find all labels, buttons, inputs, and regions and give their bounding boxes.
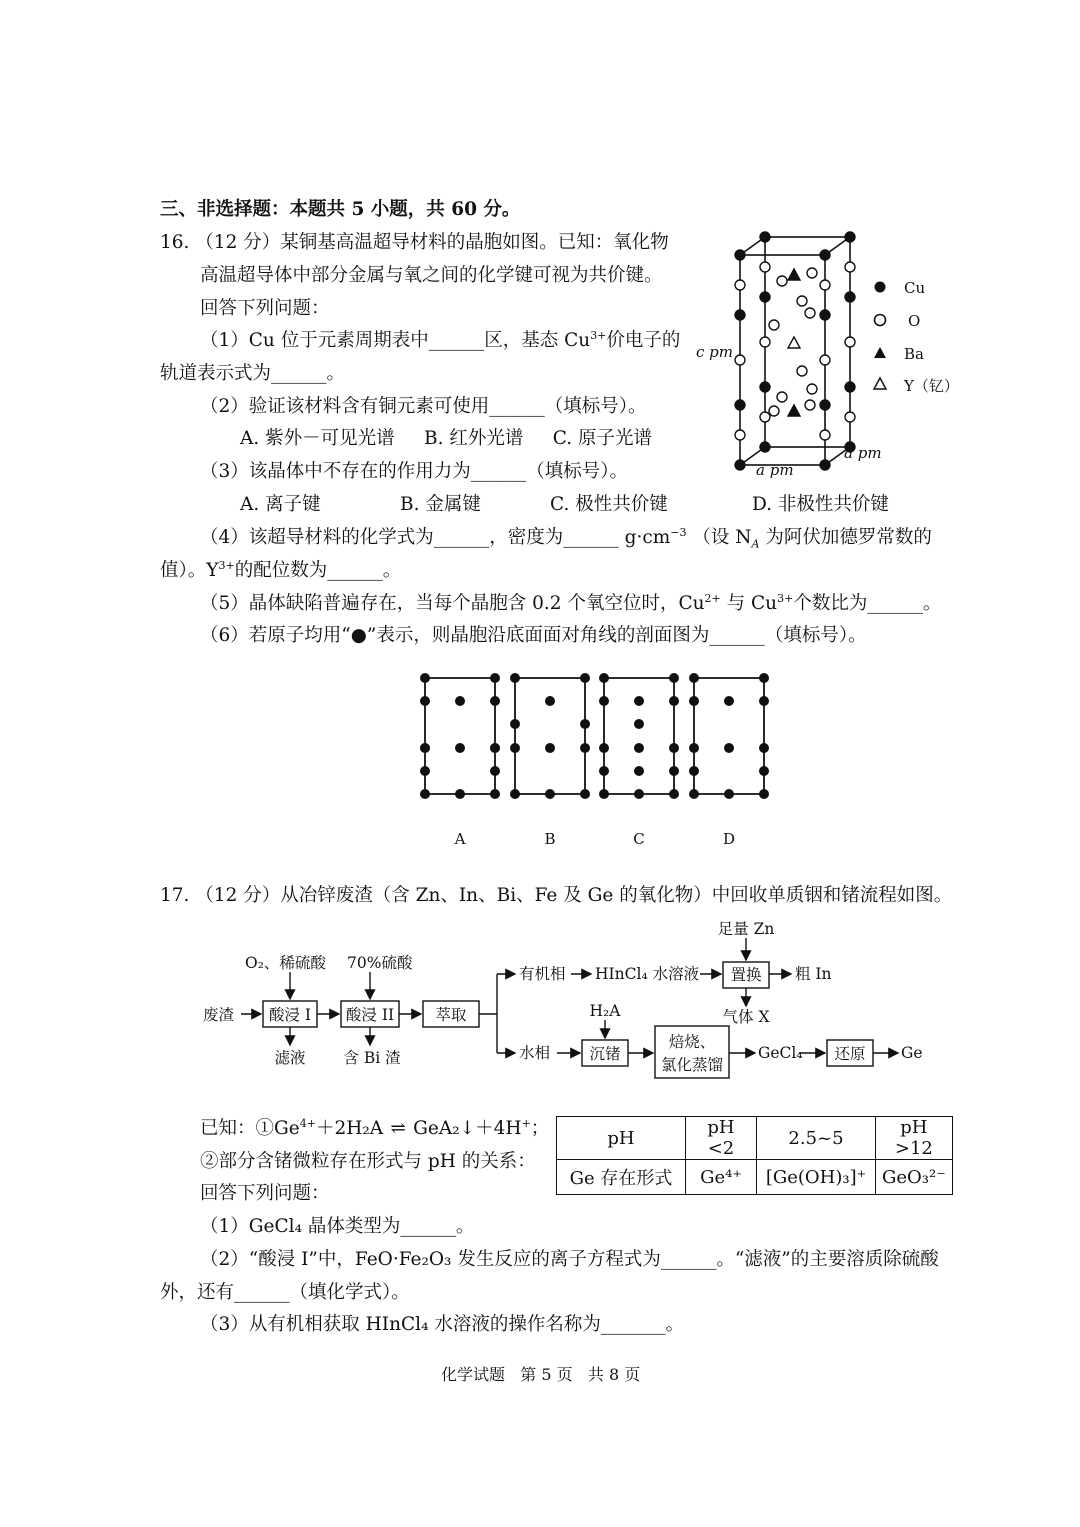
q16-part3: （3）该晶体中不存在的作用力为______（填标号）。 xyxy=(200,461,629,482)
atom-dot xyxy=(490,789,500,799)
q16-part4: （4）该超导材料的化学式为______，密度为______ $g\cdot cm^{-3}$ （设 $N_A$ 为阿伏加德罗常数的 xyxy=(200,525,932,551)
table-row xyxy=(557,1160,953,1195)
process-flow-diagram xyxy=(195,912,935,1092)
table-header-cell: pH xyxy=(557,1117,686,1160)
cu-atom xyxy=(845,232,855,242)
atom-dot xyxy=(420,696,430,706)
q16-line2: 高温超导体中部分金属与氧之间的化学键可视为共价键。 xyxy=(200,265,663,286)
o-atom xyxy=(735,355,745,365)
q17-part1: （1）GeCl₄ 晶体类型为______。 xyxy=(200,1216,475,1237)
atom-dot xyxy=(759,673,769,683)
atom-dot xyxy=(545,743,555,753)
table-header-cell: pH >12 xyxy=(876,1117,953,1160)
o-atom xyxy=(807,268,817,278)
cu-atom xyxy=(735,460,745,470)
atom-dot xyxy=(580,743,590,753)
q17-part2: （2）“酸浸 I”中，FeO·Fe₂O₃ 发生反应的离子方程式为______。“滤液”的主要溶质除硫酸 xyxy=(200,1249,939,1270)
option-label-d: D xyxy=(722,830,736,848)
atom-dot xyxy=(455,789,465,799)
q17-part3: （3）从有机相获取 HInCl₄ 水溶液的操作名称为_______。 xyxy=(200,1314,685,1335)
o-atom xyxy=(777,276,787,286)
cu-atom xyxy=(735,400,745,410)
q16-part3-option-b: B. 金属键 xyxy=(400,494,481,515)
atom-dot xyxy=(490,696,500,706)
table-header-cell: 2.5~5 xyxy=(757,1117,876,1160)
flow-box5: 沉锗 xyxy=(589,1045,621,1063)
cu-atom xyxy=(820,310,830,320)
flow-ge: Ge xyxy=(901,1044,923,1062)
flow-filtrate: 滤液 xyxy=(274,1049,306,1067)
o-atom xyxy=(760,262,770,272)
atom-dot xyxy=(545,696,555,706)
cu-atom xyxy=(760,442,770,452)
cu-atom xyxy=(760,232,770,242)
c-pm-label: c pm xyxy=(696,343,733,361)
atom-dot xyxy=(420,673,430,683)
cu-atom xyxy=(820,460,830,470)
table-cell: GeO₃²⁻ xyxy=(876,1160,953,1195)
cu-atom xyxy=(760,292,770,302)
o-atom xyxy=(845,262,855,272)
a-pm-label-right: a pm xyxy=(844,444,882,462)
legend-o-marker xyxy=(875,315,886,326)
q16-part4-cont: 值）。$Y^{3+}$的配位数为______。 xyxy=(160,558,402,581)
flow-box4: 置换 xyxy=(730,966,762,984)
q17-part2-cont: 外，还有______（填化学式）。 xyxy=(160,1282,410,1303)
table-header-cell: pH <2 xyxy=(686,1117,757,1160)
q16-part1: （1）Cu 位于元素周期表中______区，基态 $Cu^{3+}$价电子的 xyxy=(200,328,681,351)
o-atom xyxy=(845,337,855,347)
legend-ba-label: Ba xyxy=(904,345,924,363)
atom-dot xyxy=(634,789,644,799)
q16-part3-option-c: C. 极性共价键 xyxy=(550,494,668,515)
legend-y-marker xyxy=(874,378,886,389)
q16-part6: （6）若原子均用“●”表示，则晶胞沿底面面对角线的剖面图为______（填标号）。 xyxy=(200,625,867,646)
cu-atom xyxy=(820,250,830,260)
atom-dot xyxy=(724,789,734,799)
atom-dot xyxy=(580,673,590,683)
o-atom xyxy=(735,280,745,290)
atom-dot xyxy=(510,719,520,729)
atom-dot xyxy=(599,766,609,776)
atom-dot xyxy=(634,766,644,776)
atom-dot xyxy=(545,789,555,799)
atom-dot xyxy=(490,743,500,753)
q17-known1: 已知：$①Ge^{4+}+2H_2A$ ⇌ GeA₂↓＋4H+； xyxy=(200,1116,550,1139)
atom-dot xyxy=(599,696,609,706)
page-footer: 化学试题 第 5 页 共 8 页 xyxy=(441,1365,641,1384)
cu-atom xyxy=(820,400,830,410)
q16-part5: （5）晶体缺陷普遍存在，当每个晶胞含 0.2 个氧空位时，$Cu^{2+}$ 与 $Cu^{3+}$个数比为______。 xyxy=(200,591,942,614)
atom-dot xyxy=(669,696,679,706)
cross-section-options xyxy=(410,668,790,853)
atom-dot xyxy=(510,743,520,753)
flow-bi-residue: 含 Bi 渣 xyxy=(343,1049,401,1067)
flow-gas-x: 气体 X xyxy=(722,1008,770,1026)
flow-box1: 酸浸 I xyxy=(268,1006,312,1024)
q17-known2: ②部分含锗微粒存在形式与 pH 的关系： xyxy=(200,1151,536,1172)
unit-cell-figure xyxy=(690,225,980,485)
q16-part3-option-d: D. 非极性共价键 xyxy=(752,494,889,515)
flow-box2: 酸浸 II xyxy=(345,1006,395,1024)
table-cell: [Ge(OH)₃]⁺ xyxy=(757,1160,876,1195)
atom-dot xyxy=(724,696,734,706)
atom-dot xyxy=(759,766,769,776)
y-atom xyxy=(788,337,800,348)
atom-dot xyxy=(510,673,520,683)
atom-dot xyxy=(455,743,465,753)
q17-line1: 17. （12 分）从冶锌废渣（含 Zn、In、Bi、Fe 及 Ge 的氧化物）中回收单质铟和锗流程如图。 xyxy=(160,885,953,906)
flow-gecl4: GeCl₄ xyxy=(758,1044,803,1062)
atom-dot xyxy=(669,766,679,776)
o-atom xyxy=(805,308,815,318)
option-label-a: A xyxy=(454,830,466,848)
atom-dot xyxy=(490,766,500,776)
atom-dot xyxy=(724,743,734,753)
o-atom xyxy=(807,384,817,394)
o-atom xyxy=(820,430,830,440)
flow-organic-phase: 有机相 xyxy=(519,965,566,983)
atom-dot xyxy=(420,766,430,776)
flow-hincl4: HInCl₄ 水溶液 xyxy=(595,965,700,983)
flow-box6-line2: 氯化蒸馏 xyxy=(660,1056,724,1074)
table-cell: Ge⁴⁺ xyxy=(686,1160,757,1195)
o-atom xyxy=(820,355,830,365)
q16-part2: （2）验证该材料含有铜元素可使用______（填标号）。 xyxy=(200,396,647,417)
flow-reagent2: 70%硫酸 xyxy=(347,954,413,972)
flow-box7: 还原 xyxy=(834,1045,866,1063)
atom-dot xyxy=(689,766,699,776)
legend-cu-marker xyxy=(875,282,886,293)
atom-dot xyxy=(669,673,679,683)
o-atom xyxy=(769,406,779,416)
q17-answer-prompt: 回答下列问题： xyxy=(200,1183,330,1204)
o-atom xyxy=(760,412,770,422)
cu-atom xyxy=(735,250,745,260)
atom-dot xyxy=(634,719,644,729)
atom-dot xyxy=(689,743,699,753)
q16-part2-options: A. 紫外－可见光谱 B. 红外光谱 C. 原子光谱 xyxy=(240,428,653,449)
flow-zn: 足量 Zn xyxy=(717,920,775,938)
q16-line1: 16. （12 分）某铜基高温超导材料的晶胞如图。已知：氧化物 xyxy=(160,232,669,253)
o-atom xyxy=(777,392,787,402)
atom-dot xyxy=(599,743,609,753)
flow-box3: 萃取 xyxy=(435,1006,467,1024)
atom-dot xyxy=(599,789,609,799)
atom-dot xyxy=(759,696,769,706)
o-atom xyxy=(735,430,745,440)
ge-species-table xyxy=(556,1116,953,1195)
flow-h2a: H₂A xyxy=(589,1002,621,1020)
atom-dot xyxy=(689,789,699,799)
cu-atom xyxy=(735,310,745,320)
atom-dot xyxy=(510,789,520,799)
atom-dot xyxy=(634,743,644,753)
atom-dot xyxy=(420,789,430,799)
atom-dot xyxy=(580,719,590,729)
q16-line3: 回答下列问题： xyxy=(200,298,330,319)
flow-box6-line1: 焙烧、 xyxy=(668,1033,716,1051)
q16-part1-cont: 轨道表示式为______。 xyxy=(160,363,346,384)
equilibrium-arrow-icon: ⇌ xyxy=(390,1118,406,1139)
atom-dot xyxy=(634,696,644,706)
atom-dot xyxy=(689,673,699,683)
option-label-c: C xyxy=(633,830,645,848)
ba-atom xyxy=(788,405,800,416)
o-atom xyxy=(845,412,855,422)
section-heading: 三、非选择题：本题共 5 小题，共 60 分。 xyxy=(160,199,521,220)
atom-dot xyxy=(599,673,609,683)
q16-part3-option-a: A. 离子键 xyxy=(240,494,321,515)
flow-reagent1: O₂、稀硫酸 xyxy=(245,954,326,972)
atom-dot xyxy=(759,789,769,799)
legend-cu-label: Cu xyxy=(904,279,926,297)
flow-crude-in: 粗 In xyxy=(795,965,832,983)
o-atom xyxy=(797,296,807,306)
o-atom xyxy=(769,320,779,330)
o-atom xyxy=(760,337,770,347)
atom-dot xyxy=(580,789,590,799)
cu-atom xyxy=(760,382,770,392)
cu-atom xyxy=(845,292,855,302)
atom-dot xyxy=(490,673,500,683)
o-atom xyxy=(805,400,815,410)
legend-ba-marker xyxy=(874,347,886,358)
cu-atom xyxy=(845,382,855,392)
flow-feed: 废渣 xyxy=(203,1006,235,1024)
atom-dot xyxy=(420,743,430,753)
flow-aqueous-phase: 水相 xyxy=(519,1044,551,1062)
atom-dot xyxy=(669,743,679,753)
table-row xyxy=(557,1117,953,1160)
a-pm-label-bottom: a pm xyxy=(756,461,794,479)
atom-dot xyxy=(669,789,679,799)
atom-dot xyxy=(455,696,465,706)
o-atom xyxy=(820,280,830,290)
table-cell: Ge 存在形式 xyxy=(557,1160,686,1195)
ba-atom xyxy=(788,269,800,280)
legend-y-label: Y（钇） xyxy=(904,377,959,395)
atom-dot xyxy=(759,743,769,753)
o-atom xyxy=(797,366,807,376)
option-label-b: B xyxy=(544,830,556,848)
atom-dot xyxy=(689,696,699,706)
legend-o-label: O xyxy=(908,312,921,330)
